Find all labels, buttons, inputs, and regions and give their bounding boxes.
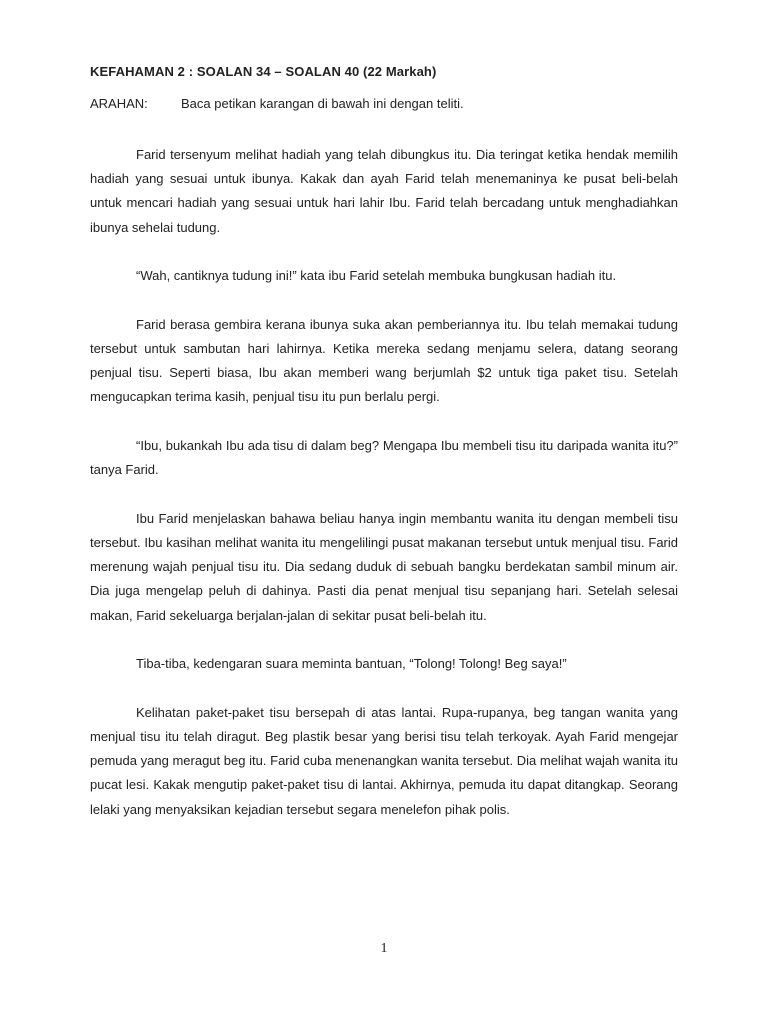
instruction-label: ARAHAN: [90, 96, 148, 111]
instruction-line [90, 96, 464, 111]
paragraph-4: “Ibu, bukankah Ibu ada tisu di dalam beg? Mengapa Ibu membeli tisu itu daripada wanita itu?” tanya Farid. [90, 438, 678, 478]
paragraph-7: Kelihatan paket-paket tisu bersepah di atas lantai. Rupa-rupanya, beg tangan wanita yang menjual tisu itu telah diragut. Beg plastik besar yang berisi tisu telah terkoyak. Ayah Farid mengejar pemuda yang meragut beg itu. Farid cuba menenangkan wanita tersebut. Dia melihat wajah wanita itu pucat lesi. Kakak mengutip paket-paket tisu di lantai. Akhirnya, pemuda itu dapat ditangkap. Seorang lelaki yang menyaksikan kejadian tersebut segara menelefon pihak polis. [90, 704, 678, 817]
paragraph-5: Ibu Farid menjelaskan bahawa beliau hanya ingin membantu wanita itu dengan membeli tisu tersebut. Ibu kasihan melihat wanita itu mengelilingi pusat makanan tersebut untuk menjual tisu. Farid merenung wajah penjual tisu itu. Dia sedang duduk di sebuah bangku berdekatan sambil minum air. Dia juga mengelap peluh di dahinya. Pasti dia penat menjual tisu sepanjang hari. Setelah selesai makan, Farid sekeluarga berjalan-jalan di sekitar pusat beli-belah itu. [90, 510, 678, 623]
passage [90, 143, 678, 846]
paragraph-3: Farid berasa gembira kerana ibunya suka akan pemberiannya itu. Ibu telah memakai tudung tersebut untuk sambutan hari lahirnya. Ketika mereka sedang menjamu selera, datang seorang penjual tisu. Seperti biasa, Ibu akan memberi wang berjumlah $2 untuk tiga paket tisu. Setelah mengucapkan terima kasih, penjual tisu itu pun berlalu pergi. [90, 316, 678, 405]
paragraph-6: Tiba-tiba, kedengaran suara meminta bantuan, “Tolong! Tolong! Beg saya!” [136, 656, 567, 672]
page-number: 1 [380, 941, 388, 956]
paragraph-2: “Wah, cantiknya tudung ini!” kata ibu Farid setelah membuka bungkusan hadiah itu. [136, 268, 617, 284]
paragraph-1: Farid tersenyum melihat hadiah yang telah dibungkus itu. Dia teringat ketika hendak memilih hadiah yang sesuai untuk ibunya. Kakak dan ayah Farid telah menemaninya ke pusat beli-belah untuk mencari hadiah yang sesuai untuk hari lahir Ibu. Farid telah bercadang untuk menghadiahkan ibunya sehelai tudung. [90, 147, 678, 235]
section-heading: KEFAHAMAN 2 : SOALAN 34 – SOALAN 40 (22 Markah) [90, 64, 437, 79]
instruction-text: Baca petikan karangan di bawah ini dengan teliti. [181, 96, 464, 111]
